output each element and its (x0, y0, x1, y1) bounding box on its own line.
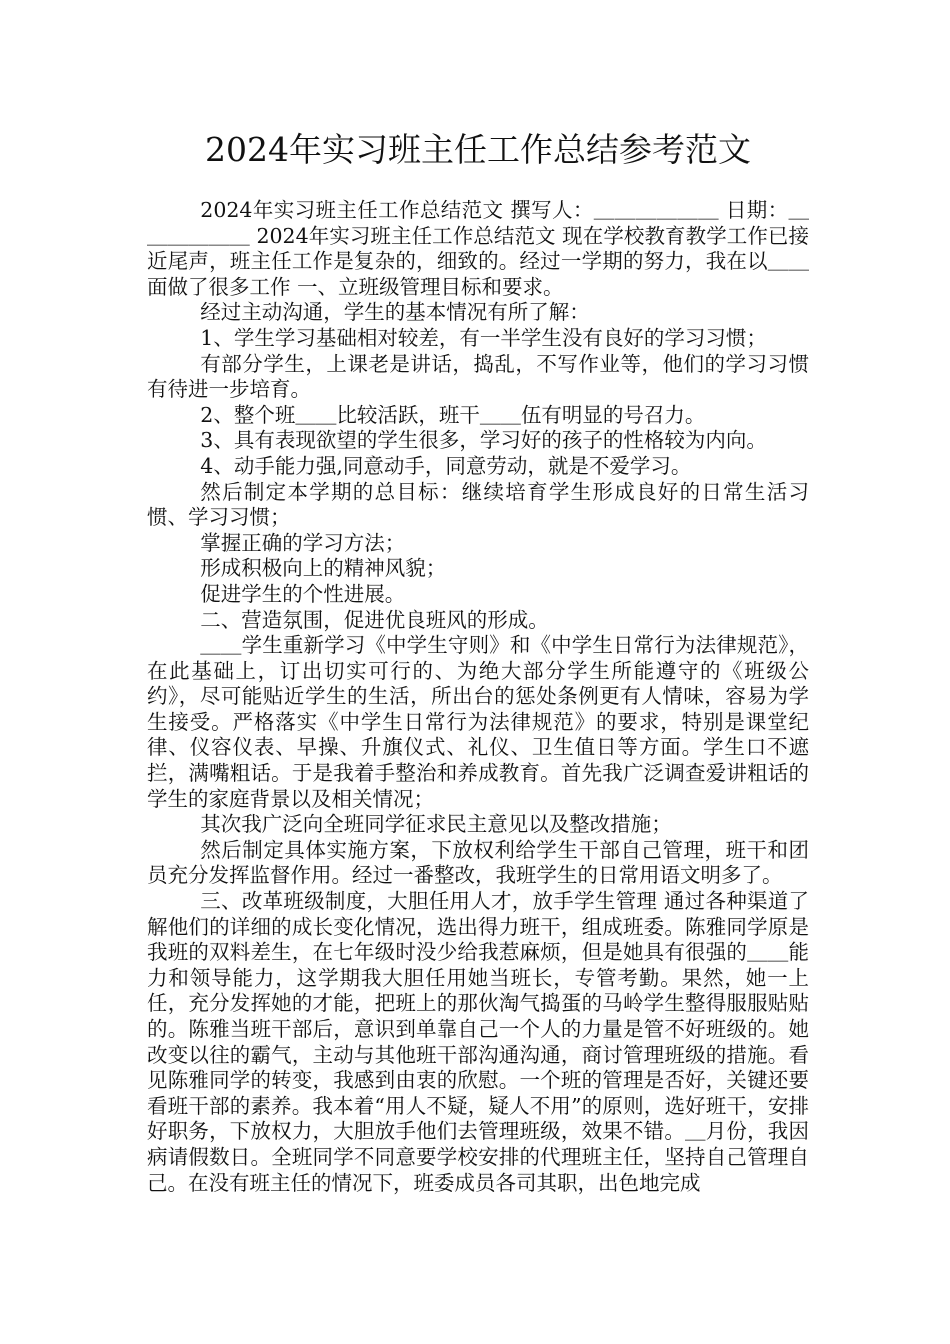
paragraph-goal-personality: 促进学生的个性进展。 (200, 581, 406, 606)
paragraph-point-2: 2、整个班＿＿比较活跃，班干＿＿伍有明显的号召力。 (200, 402, 706, 427)
paragraph-goal-spirit: 形成积极向上的精神风貌； (200, 556, 447, 581)
document-body (147, 198, 809, 1196)
paragraph-goal-method: 掌握正确的学习方法； (200, 530, 406, 555)
paragraph-communication: 经过主动沟通，学生的基本情况有所了解： (200, 300, 590, 325)
document-page (147, 128, 809, 1196)
paragraph-goal: 然后制定本学期的总目标：继续培育学生形成良好的日常生活习惯、学习习惯； (147, 479, 809, 530)
paragraph-point-4: 4、动手能力强,同意动手，同意劳动，就是不爱学习。 (200, 453, 692, 478)
paragraph-point-3: 3、具有表现欲望的学生很多，学习好的孩子的性格较为内向。 (200, 428, 767, 453)
paragraph-rules: ＿＿学生重新学习《中学生守则》和《中学生日常行为法律规范》，在此基础上，订出切实可行的、为绝大部分学生所能遵守的《班级公约》，尽可能贴近学生的生活，所出台的惩处条例更有人情味，容易为学生接受。严格落实《中学生日常行为法律规范》的要求，特别是课堂纪律、仪容仪表、早操、升旗仪式、礼仪、卫生值日等方面。学生口不遮拦，满嘴粗话。于是我着手整治和养成教育。首先我广泛调查爱讲粗话的学生的家庭背景以及相关情况； (147, 633, 809, 811)
paragraph-opinions: 其次我广泛向全班同学征求民主意见以及整改措施； (200, 812, 672, 837)
paragraph-point-1: 1、学生学习基础相对较差，有一半学生没有良好的学习习惯； (200, 325, 767, 350)
document-title: 2024年实习班主任工作总结参考范文 (205, 130, 751, 169)
paragraph-point-1-detail: 有部分学生，上课老是讲话，捣乱，不写作业等，他们的学习习惯有待进一步培育。 (147, 351, 809, 402)
paragraph-section-3: 三、改革班级制度，大胆任用人才，放手学生管理 通过各种渠道了解他们的详细的成长变化情况，选出得力班干，组成班委。陈雅同学原是我班的双料差生，在七年级时没少给我惹麻烦，但是她具有很强的＿＿能力和领导能力，这学期我大胆任用她当班长，专管考勤。果然，她一上任，充分发挥她的才能，把班上的那伙淘气捣蛋的马岭学生整得服服贴贴的。陈雅当班干部后，意识到单靠自己一个人的力量是管不好班级的。她改变以往的霸气，主动与其他班干部沟通沟通，商讨管理班级的措施。看见陈雅同学的转变，我感到由衷的欣慰。一个班的管理是否好，关键还要看班干部的素养。我本着“用人不疑，疑人不用”的原则，选好班干，安排好职务，下放权力，大胆放手他们去管理班级，效果不错。＿月份，我因病请假数日。全班同学不同意要学校安排的代理班主任，坚持自己管理自己。在没有班主任的情况下，班委成员各司其职，出色地完成 (147, 889, 809, 1195)
section-heading-2: 二、营造氛围，促进优良班风的形成。 (200, 607, 549, 632)
paragraph-implementation: 然后制定具体实施方案，下放权利给学生干部自己管理，班干和团员充分发挥监督作用。经过一番整改，我班学生的日常用语文明多了。 (147, 837, 809, 888)
paragraph-intro: 2024年实习班主任工作总结范文 撰写人：＿＿＿＿＿＿ 日期：＿＿＿＿＿＿ 2024年实习班主任工作总结范文 现在学校教育教学工作已接近尾声，班主任工作是复杂的，细致的。经过一学期的努力，我在以＿＿面做了很多工作 一、立班级管理目标和要求。 (147, 198, 809, 299)
